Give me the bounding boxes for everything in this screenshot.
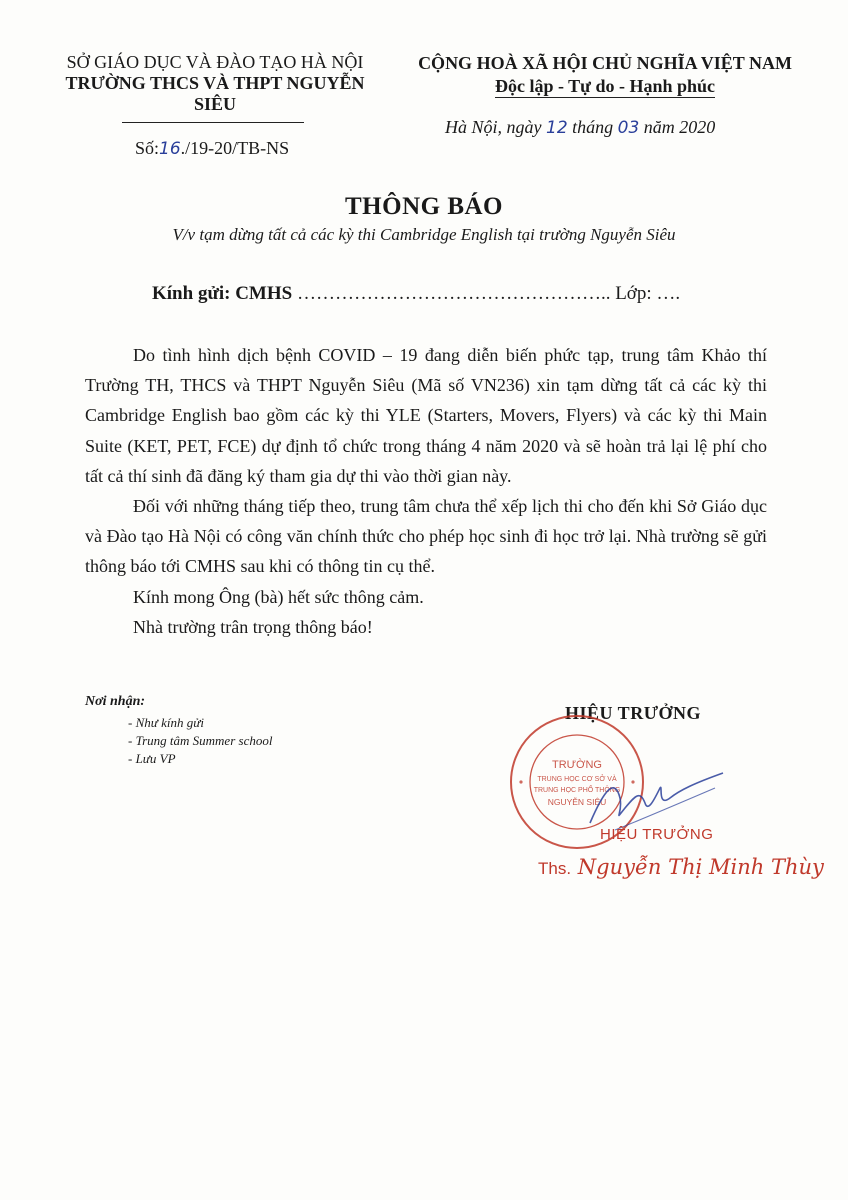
document-title: THÔNG BÁO (345, 193, 503, 220)
body-paragraph: Nhà trường trân trọng thông báo! (133, 616, 373, 637)
receiver-item: - Trung tâm Summer school (128, 733, 273, 748)
receiver-item: - Như kính gửi (128, 715, 204, 730)
recipient-line (152, 283, 680, 305)
receiver-item: - Lưu VP (128, 751, 176, 766)
document-subtitle: V/v tạm dừng tất cả các kỳ thi Cambridge English tại trường Nguyễn Siêu (172, 225, 676, 244)
date-month: 03 (617, 118, 640, 138)
date-line: Hà Nội, ngày 12 tháng 03 năm 2020 (445, 117, 716, 138)
recipient-dots: ………………………………………….. (292, 283, 616, 304)
national-header (400, 52, 810, 98)
svg-text:TRUNG HỌC PHỔ THÔNG: TRUNG HỌC PHỔ THÔNG (533, 787, 621, 794)
svg-text:TRUNG HỌC CƠ SỞ VÀ: TRUNG HỌC CƠ SỞ VÀ (537, 776, 617, 783)
recipient-label: Kính gửi: CMHS (152, 283, 293, 304)
department-name: SỞ GIÁO DỤC VÀ ĐÀO TẠO HÀ NỘI (66, 52, 364, 72)
date-day: 12 (546, 118, 568, 138)
issuer-block (50, 52, 380, 115)
body-paragraph: Do tình hình dịch bệnh COVID – 19 đang diễn biến phức tạp, trung tâm Khảo thí Trường TH, THCS và THPT Nguyễn Siêu (Mã số VN236) xin tạm dừng tất cả các kỳ thi Cambridge English bao gồm các kỳ thi YLE (Starters, Movers, Flyers) và các kỳ thi Main Suite (KET, PET, FCE) dự định tổ chức trong tháng 4 năm 2020 và sẽ hoàn trả lại lệ phí cho tất cả thí sinh đã đăng ký tham gia dự thi vào thời gian này. (85, 345, 767, 486)
signer-title: HIỆU TRƯỞNG (565, 703, 702, 723)
document-number (135, 138, 289, 159)
stamp-role-text: HIỆU TRƯỞNG (600, 826, 714, 843)
number-prefix: Số: (135, 138, 160, 158)
school-name: TRƯỜNG THCS VÀ THPT NGUYỄN SIÊU (65, 73, 365, 114)
national-motto: Độc lập - Tự do - Hạnh phúc (494, 76, 716, 96)
receivers-label: Nơi nhận: (85, 694, 146, 709)
class-label: Lớp: …. (615, 283, 681, 304)
issuer-divider (122, 122, 304, 123)
number-suffix: ./19-20/TB-NS (180, 138, 290, 158)
svg-text:TRƯỜNG: TRƯỜNG (552, 759, 602, 771)
signer-name: Ths. Nguyễn Thị Minh Thùy (538, 855, 824, 879)
country-name: CỘNG HOÀ XÃ HỘI CHỦ NGHĨA VIỆT NAM (418, 53, 792, 73)
notice-body (85, 340, 767, 642)
svg-text:NGUYỄN SIÊU: NGUYỄN SIÊU (547, 797, 607, 807)
body-paragraph: Kính mong Ông (bà) hết sức thông cảm. (133, 586, 424, 607)
body-paragraph: Đối với những tháng tiếp theo, trung tâm chưa thể xếp lịch thi cho đến khi Sở Giáo dục và Đào tạo Hà Nội có công văn chính thức cho phép học sinh đi học trở lại. Nhà trường sẽ gửi thông báo tới CMHS sau khi có thông tin cụ thể. (85, 496, 767, 577)
number-handwritten: 16 (159, 139, 181, 159)
